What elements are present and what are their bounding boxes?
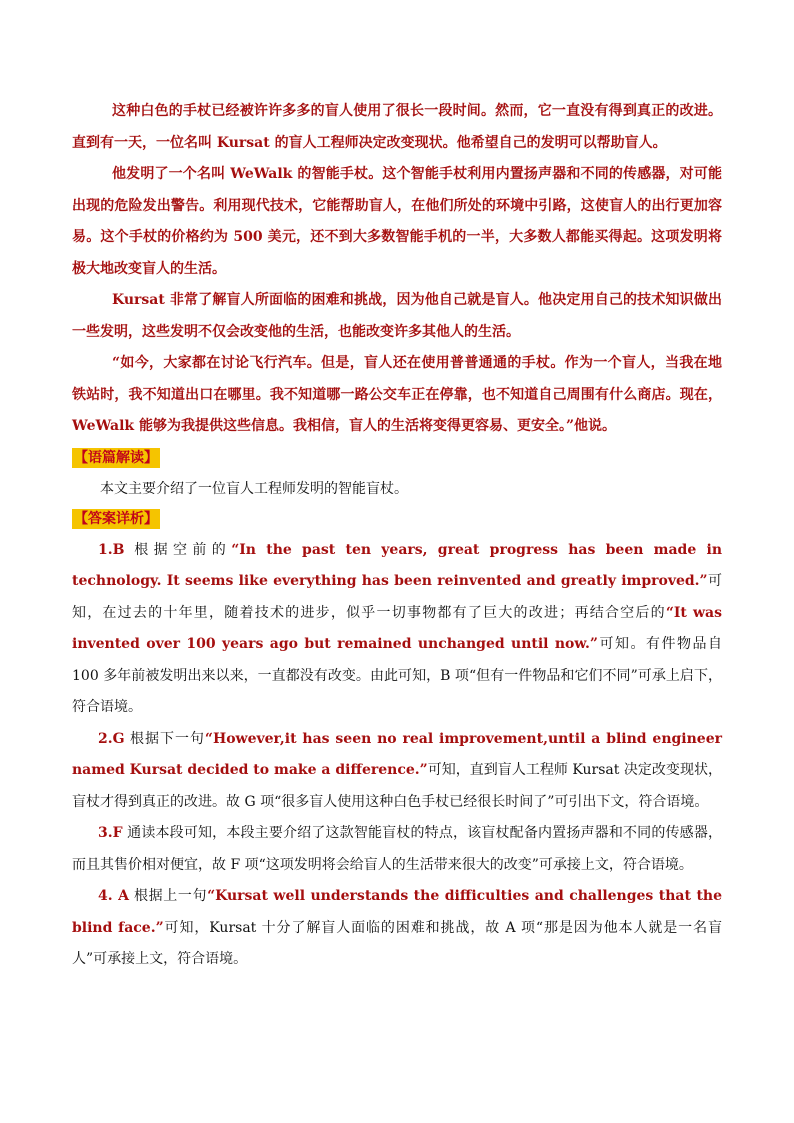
answer-quote: “It was invented over 100 years ago but remained unchanged until now.”: [72, 604, 723, 652]
answer-number: 1.B: [98, 541, 125, 558]
reading-summary: 本文主要介绍了一位盲人工程师发明的智能盲杖。: [100, 480, 408, 497]
answer-text: 根据空前的: [124, 541, 232, 558]
answer-text: 可知，直到盲人工程师 Kursat 决定改变现状，盲杖才得到真正的改进。故 G 项“很多盲人使用这种白色手杖已经很长时间了”可引出下文，符合语境。: [72, 762, 722, 810]
answer-text: 可知，Kursat 十分了解盲人面临的困难和挑战，故 A 项“那是因为他本人就是一名盲人”可承接上文，符合语境。: [72, 919, 722, 967]
reading-interpretation-section: [72, 443, 722, 504]
answer-explanation-section: [72, 504, 722, 976]
answer-quote: “In the past ten years, great progress has been made in technology. It seems like everything has been reinvented and greatly improved.”: [72, 541, 722, 589]
answer-quote: “However,it has seen no real improvement,until a blind engineer named Kursat decided to make a difference.”: [72, 730, 722, 778]
document-page: [72, 96, 722, 976]
passage-paragraph-2: 他发明了一个名叫 WeWalk 的智能手杖。这个智能手杖利用内置扬声器和不同的传感器，对可能出现的危险发出警告。利用现代技术，它能帮助盲人，在他们所处的环境中引路，这使盲人的出行更加容易。这个手杖的价格约为 500 美元，还不到大多数智能手机的一半，大多数人都能买得起。这项发明将极大地改变盲人的生活。: [72, 166, 722, 277]
answer-text: 根据上一句: [128, 888, 208, 904]
answer-number: 2.G: [98, 730, 125, 747]
passage-paragraph-1: 这种白色的手杖已经被许许多多的盲人使用了很长一段时间。然而，它一直没有得到真正的改进。直到有一天，一位名叫 Kursat 的盲人工程师决定改变现状。他希望自己的发明可以帮助盲人。: [72, 103, 722, 151]
reading-interpretation-tag: 【语篇解读】: [74, 449, 158, 466]
answer-number: 3.F: [98, 825, 123, 841]
answer-item: [72, 724, 722, 819]
answer-text: 通读本段可知，本段主要介绍了这款智能盲杖的特点，该盲杖配备内置扬声器和不同的传感器，而且其售价相对便宜，故 F 项“这项发明将会给盲人的生活带来很大的改变”可承接上文，符合语境。: [72, 825, 722, 873]
answer-item: [72, 881, 722, 976]
answer-item: [72, 535, 722, 724]
answer-quote: “Kursat well understands the difficulties and challenges that the blind face.”: [72, 888, 723, 936]
answer-text: 根据下一句: [124, 730, 205, 747]
answer-text: 可知。有件物品自 100 多年前被发明出来以来，一直都没有改变。由此可知，B 项“但有一件物品和它们不同”可承上启下，符合语境。: [72, 636, 722, 715]
answer-text: 可知，在过去的十年里，随着技术的进步，似乎一切事物都有了巨大的改进；再结合空后的: [72, 573, 722, 621]
answer-item: [72, 818, 722, 881]
answer-number: 4. A: [98, 888, 129, 904]
passage-paragraph-3: Kursat 非常了解盲人所面临的困难和挑战，因为他自己就是盲人。他决定用自己的技术知识做出一些发明，这些发明不仅会改变他的生活，也能改变许多其他人的生活。: [72, 292, 722, 340]
passage-paragraph-4: “如今，大家都在讨论飞行汽车。但是，盲人还在使用普普通通的手杖。作为一个盲人，当我在地铁站时，我不知道出口在哪里。我不知道哪一路公交车正在停靠，也不知道自己周围有什么商店。现在，WeWalk 能够为我提供这些信息。我相信，盲人的生活将变得更容易、更安全。”他说。: [72, 355, 722, 434]
answer-explanation-tag: 【答案详析】: [74, 510, 158, 527]
